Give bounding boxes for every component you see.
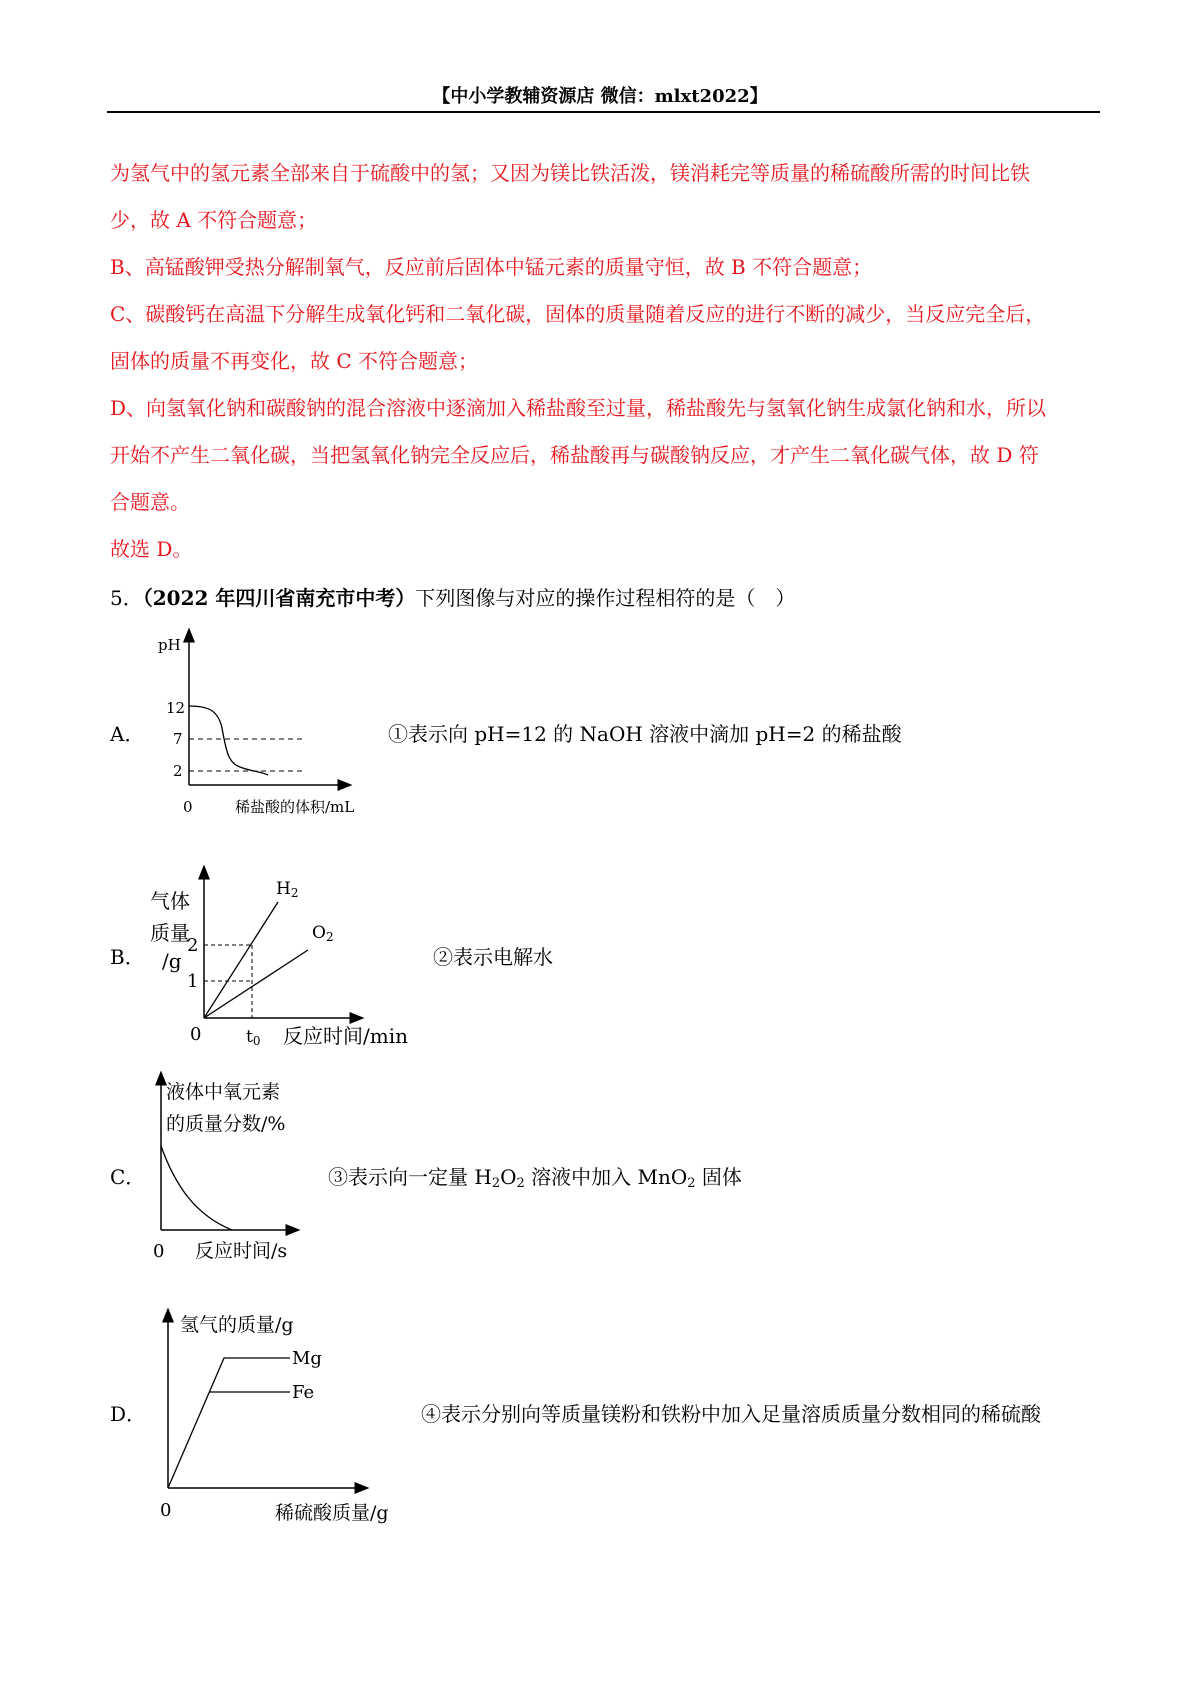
graph-d-line-mg: [168, 1358, 290, 1488]
explanation-line-2: 少，故 A 不符合题意；: [110, 208, 318, 232]
option-d-letter: D．: [110, 1402, 147, 1426]
graph-a-tick-2: 2: [173, 762, 183, 780]
option-c-letter: C．: [110, 1165, 146, 1189]
graph-a-tick-12: 12: [166, 699, 186, 717]
graph-a-origin: 0: [183, 798, 193, 816]
question-source: （2022 年四川省南充市中考）: [142, 586, 416, 610]
graph-b-label-h2: H2: [276, 879, 299, 900]
question-number: 5．: [110, 586, 143, 610]
graph-d-xlabel: 稀硫酸质量/g: [275, 1502, 389, 1524]
graph-c-ylabel-2: 的质量分数/%: [166, 1113, 286, 1135]
explanation-line-4: C、碳酸钙在高温下分解生成氧化钙和二氧化碳，固体的质量随着反应的进行不断的减少，当反应完全后，: [110, 302, 1046, 326]
explanation-line-7: 开始不产生二氧化碳，当把氢氧化钠完全反应后，稀盐酸再与碳酸钠反应，才产生二氧化碳气体，故 D 符: [110, 443, 1039, 467]
graph-a-tick-7: 7: [173, 730, 183, 748]
explanation-line-9: 故选 D。: [110, 537, 193, 561]
graph-b-ylabel-2: 质量: [150, 921, 190, 945]
graph-c-ylabel-1: 液体中氧元素: [166, 1081, 281, 1103]
explanation-line-3: B、高锰酸钾受热分解制氧气，反应前后固体中锰元素的质量守恒，故 B 不符合题意；: [110, 255, 873, 279]
graph-b-ylabel-3: /g: [162, 949, 182, 973]
option-c-text: ③表示向一定量 $H_2O_2$ 溶液中加入 MnO$_2$ 固体: [328, 1165, 742, 1191]
graph-b-t0: t0: [246, 1027, 261, 1048]
graph-c-origin: 0: [153, 1241, 165, 1262]
graph-b-label-o2: O2: [312, 923, 334, 944]
graph-d-label-mg: Mg: [292, 1348, 322, 1369]
graph-b-ylabel-1: 气体: [150, 889, 190, 913]
option-a-text: ①表示向 pH=12 的 NaOH 溶液中滴加 pH=2 的稀盐酸: [388, 722, 902, 746]
explanation-line-1: 为氢气中的氢元素全部来自于硫酸中的氢；又因为镁比铁活泼，镁消耗完等质量的稀硫酸所需的时间比铁: [110, 161, 1030, 185]
option-d-text: ④表示分别向等质量镁粉和铁粉中加入足量溶质质量分数相同的稀硫酸: [421, 1402, 1041, 1426]
graph-b-xlabel: 反应时间/min: [283, 1024, 408, 1048]
graph-d-origin: 0: [160, 1500, 172, 1521]
graph-a-xlabel: 稀盐酸的体积/mL: [235, 798, 355, 816]
graph-c-xlabel: 反应时间/s: [195, 1240, 288, 1262]
question-text: 下列图像与对应的操作过程相符的是（ ）: [415, 586, 796, 610]
graph-b-origin: 0: [190, 1024, 202, 1045]
graph-b-tick-1: 1: [187, 971, 199, 992]
graph-a-ylabel: pH: [158, 636, 181, 654]
option-b-text: ②表示电解水: [433, 945, 553, 969]
explanation-line-6: D、向氢氧化钠和碳酸钠的混合溶液中逐滴加入稀盐酸至过量，稀盐酸先与氢氧化钠生成氯化钠和水，所以: [110, 396, 1047, 420]
option-a-letter: A．: [110, 722, 145, 746]
page-header: 【中小学教辅资源店 微信：mlxt2022】: [432, 86, 768, 107]
graph-d-ylabel: 氢气的质量/g: [180, 1314, 294, 1336]
explanation-line-8: 合题意。: [110, 490, 190, 514]
explanation-line-5: 固体的质量不再变化，故 C 不符合题意；: [110, 349, 479, 373]
option-b-letter: B．: [110, 945, 145, 969]
graph-d-label-fe: Fe: [292, 1382, 315, 1403]
graph-b-tick-2: 2: [187, 935, 199, 956]
